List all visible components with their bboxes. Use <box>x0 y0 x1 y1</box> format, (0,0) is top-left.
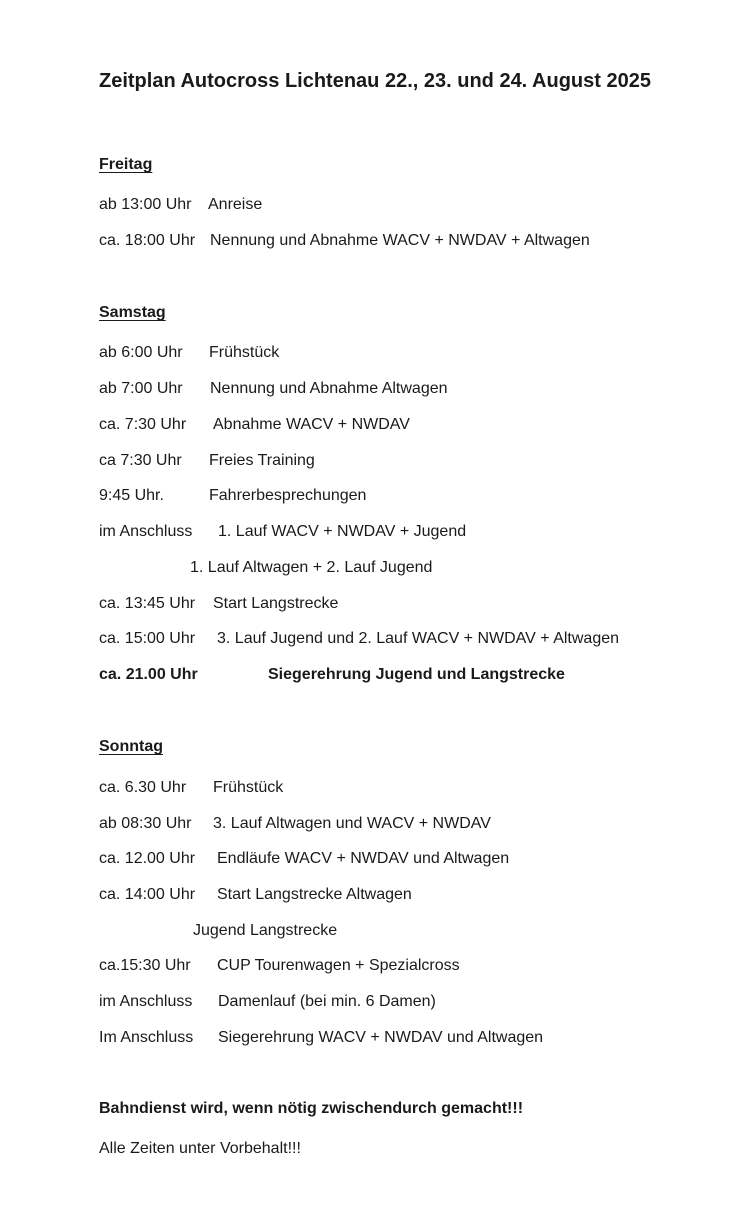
schedule-activity: 1. Lauf WACV + NWDAV + Jugend <box>218 523 467 540</box>
schedule-row <box>99 593 739 615</box>
schedule-time: im Anschluss <box>99 523 193 540</box>
schedule-row <box>99 450 739 472</box>
schedule-activity: Damenlauf (bei min. 6 Damen) <box>218 993 436 1010</box>
schedule-activity: Anreise <box>208 196 263 213</box>
schedule-activity: Jugend Langstrecke <box>193 922 338 939</box>
schedule-activity: CUP Tourenwagen + Spezialcross <box>217 957 460 974</box>
schedule-time: 9:45 Uhr. <box>99 487 164 504</box>
schedule-activity: Abnahme WACV + NWDAV <box>213 416 410 433</box>
schedule-row <box>99 884 739 906</box>
schedule-row <box>99 991 739 1013</box>
schedule-row <box>99 521 739 543</box>
schedule-time: ca. 12.00 Uhr <box>99 850 196 867</box>
schedule-activity: 3. Lauf Altwagen und WACV + NWDAV <box>213 815 491 832</box>
schedule-row <box>99 777 739 799</box>
document-title: Zeitplan Autocross Lichtenau 22., 23. und 24. August 2025 <box>99 70 651 92</box>
schedule-time: ca. 6.30 Uhr <box>99 779 187 796</box>
schedule-time: ca. 7:30 Uhr <box>99 416 187 433</box>
schedule-activity: 1. Lauf Altwagen + 2. Lauf Jugend <box>190 559 433 576</box>
note-bahndienst: Bahndienst wird, wenn nötig zwischendurch gemacht!!! <box>99 1100 524 1117</box>
schedule-activity: Frühstück <box>213 779 284 796</box>
schedule-row <box>99 378 739 400</box>
schedule-activity: Siegerehrung WACV + NWDAV und Altwagen <box>218 1029 544 1046</box>
schedule-row <box>99 813 739 835</box>
schedule-time: ab 08:30 Uhr <box>99 815 192 832</box>
schedule-time: ab 7:00 Uhr <box>99 380 183 397</box>
schedule-activity: Frühstück <box>209 344 280 361</box>
schedule-activity: Siegerehrung Jugend und Langstrecke <box>268 666 565 683</box>
schedule-time: Im Anschluss <box>99 1029 194 1046</box>
schedule-activity: Start Langstrecke Altwagen <box>217 886 412 903</box>
schedule-time: ca. 21.00 Uhr <box>99 666 198 683</box>
schedule-time: ca. 13:45 Uhr <box>99 595 196 612</box>
schedule-activity: Nennung und Abnahme WACV + NWDAV + Altwagen <box>210 232 590 249</box>
schedule-row <box>99 485 739 507</box>
schedule-row <box>99 1027 739 1049</box>
schedule-activity: Freies Training <box>209 452 315 469</box>
schedule-time: ca. 18:00 Uhr <box>99 232 196 249</box>
schedule-activity: Start Langstrecke <box>213 595 339 612</box>
schedule-row <box>99 920 739 942</box>
schedule-row <box>99 557 739 579</box>
schedule-activity: Nennung und Abnahme Altwagen <box>210 380 448 397</box>
schedule-row <box>99 342 739 364</box>
schedule-row <box>99 230 739 252</box>
schedule-row <box>99 414 739 436</box>
day-heading-freitag: Freitag <box>99 156 153 173</box>
schedule-time: ab 6:00 Uhr <box>99 344 183 361</box>
note-vorbehalt: Alle Zeiten unter Vorbehalt!!! <box>99 1140 301 1157</box>
schedule-time: im Anschluss <box>99 993 193 1010</box>
schedule-activity: Fahrerbesprechungen <box>209 487 367 504</box>
schedule-row <box>99 194 739 216</box>
schedule-row <box>99 628 739 650</box>
day-heading-samstag: Samstag <box>99 304 166 321</box>
schedule-time: ca. 15:00 Uhr <box>99 630 196 647</box>
day-heading-sonntag: Sonntag <box>99 738 163 755</box>
schedule-row <box>99 848 739 870</box>
schedule-time: ca.15:30 Uhr <box>99 957 191 974</box>
schedule-activity: 3. Lauf Jugend und 2. Lauf WACV + NWDAV + Altwagen <box>217 630 620 647</box>
schedule-row <box>99 955 739 977</box>
schedule-time: ca. 14:00 Uhr <box>99 886 196 903</box>
schedule-time: ab 13:00 Uhr <box>99 196 192 213</box>
schedule-row-highlight <box>99 664 739 686</box>
schedule-activity: Endläufe WACV + NWDAV und Altwagen <box>217 850 510 867</box>
schedule-time: ca 7:30 Uhr <box>99 452 182 469</box>
